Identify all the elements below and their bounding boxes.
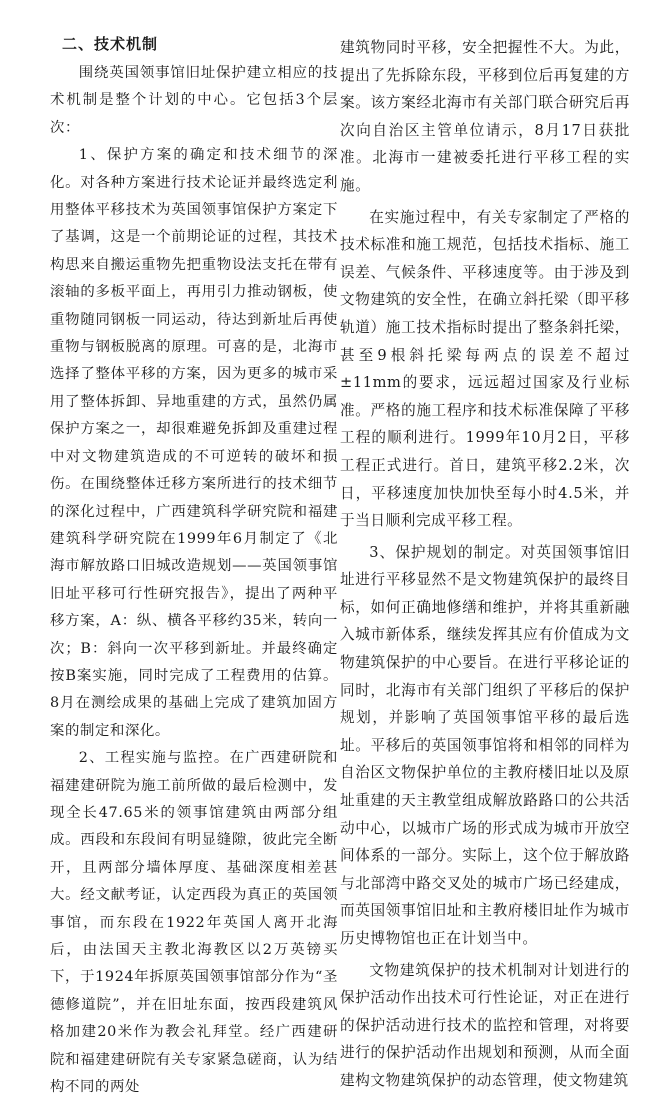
section-heading: 二、技术机制	[62, 35, 159, 53]
paragraph-continuation: 建筑物同时平移，安全把握性不大。为此，提出了先拆除东段，平移到位后再复建的方案。该方案经北海市有关部门联合研究后再次向自治区主管单位请示，8月17日获批准。北海市一建被委托进行平移工程的实施。	[340, 39, 630, 194]
paragraph-protection-scheme: 1、保护方案的确定和技术细节的深化。对各种方案进行技术论证并最终选定利用整体平移技术为英国领事馆保护方案定下了基调，这是一个前期论证的过程，其技术构思来自搬运重物先把重物设法支托在带有滚轴的多板平面上，再用引力推动钢板，使重物随同钢板一同运动，待达到新址后再使重物与钢板脱离的原理。可喜的是，北海市选择了整体平移的方案，因为更多的城市采用了整体拆卸、异地重建的方式，虽然仍属保护方案之一，却很难避免拆卸及重建过程中对文物建筑造成的不可逆转的破坏和损伤。在围绕整体迁移方案所进行的技术细节的深化过程中，广西建筑科学研究院和福建建筑科学研究院在1999年6月制定了《北海市解放路口旧城改造规划——英国领事馆旧址平移可行性研究报告》，提出了两种平移方案，A：纵、横各平移约35米，转向一次；B：斜向一次平移到新址。并最终确定按B案实施，同时完成了工程费用的估算。8月在测绘成果的基础上完成了建筑加固方案的制定和深化。	[50, 147, 338, 739]
paragraph-protection-planning: 3、保护规划的制定。对英国领事馆旧址进行平移显然不是文物建筑保护的最终目标，如何正确地修缮和维护，并将其重新融入城市新体系，继续发挥其应有价值成为文物建筑保护的中心要旨。在进行平移论证的同时，北海市有关部门组织了平移后的保护规划，并影响了英国领事馆平移的最后选址。平移后的英国领事馆将和相邻的同样为自治区文物保护单位的主教府楼旧址以及原址重建的天主教堂组成解放路路口的公共活动中心，以城市广场的形式成为城市开放空间体系的一部分。实际上，这个位于解放路与北部湾中路交叉处的城市广场已经建成，而英国领事馆旧址和主教府楼旧址作为城市历史博物馆也正在计划当中。	[340, 543, 630, 947]
intro-paragraph: 围绕英国领事馆旧址保护建立相应的技术机制是整个计划的中心。它包括3个层次：	[50, 65, 338, 136]
right-column	[340, 34, 630, 1095]
paragraph-technical-standards: 在实施过程中，有关专家制定了严格的技术标准和施工规范，包括技术指标、施工误差、气候条件、平移速度等。由于涉及到文物建筑的安全性，在确立斜托梁（即平移轨道）施工技术指标时提出了整条斜托梁，甚至9根斜托梁每两点的误差不超过±11mm的要求，远远超过国家及行业标准。严格的施工程序和技术标准保障了平移工程的顺利进行。1999年10月2日，平移工程正式进行。首日，建筑平移2.2米，次日，平移速度加快加快至每小时4.5米，并于当日顺利完成平移工程。	[340, 208, 630, 530]
paragraph-implementation-monitoring: 2、工程实施与监控。在广西建研院和福建建研院为施工前所做的最后检测中，发现全长47.65米的领事馆建筑由两部分组成。西段和东段间有明显缝隙，彼此完全断开，且两部分墙体厚度、基础深度相差甚大。经文献考证，认定西段为真正的英国领事馆，而东段在1922年英国人离开北海后，由法国天主教北海教区以2万英镑买下，于1924年拆原英国领事馆部分作为“圣德修道院”，并在旧址东面，按西段建筑风格加建20米作为教会礼拜堂。经广西建研院和福建建研院有关专家紧急磋商，认为结构不同的两处	[50, 750, 338, 1096]
left-column	[50, 30, 338, 1101]
paragraph-mechanism-summary: 文物建筑保护的技术机制对计划进行的保护活动作出技术可行性论证，对正在进行的保护活动进行技术的监控和管理，对将要进行的保护活动作出规划和预测，从而全面建构文物建筑保护的动态管理，使文物建筑	[340, 961, 630, 1089]
